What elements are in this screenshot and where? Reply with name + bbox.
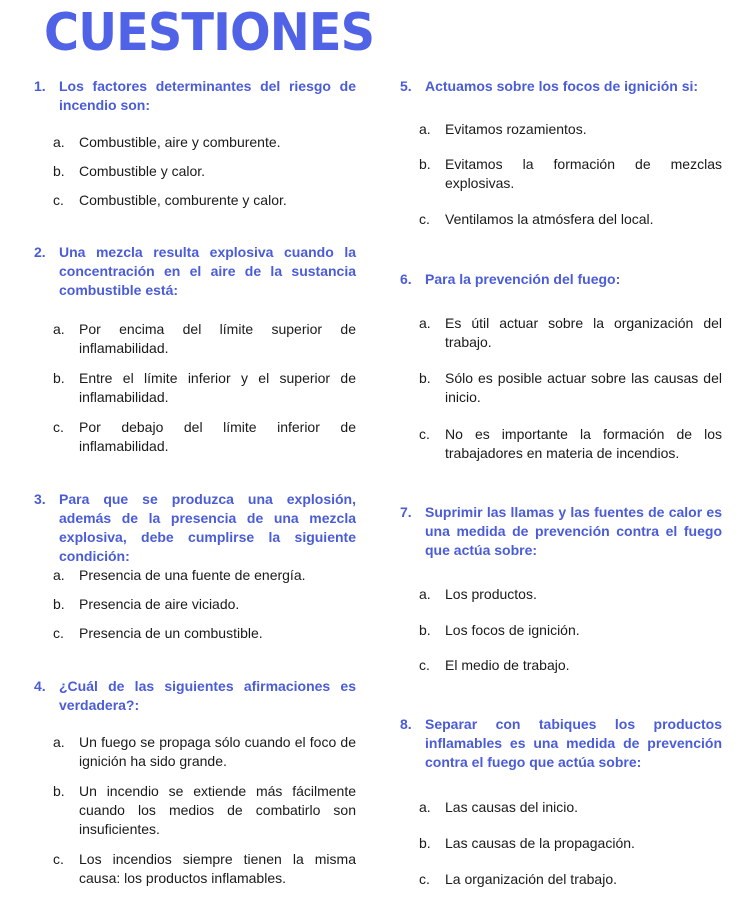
option-text: Combustible, aire y comburente. <box>79 134 281 150</box>
option-letter: a. <box>53 567 65 583</box>
option-letter: a. <box>53 321 65 337</box>
option-2a[interactable] <box>34 320 356 358</box>
option-1c[interactable] <box>34 191 356 210</box>
question-5 <box>400 77 722 96</box>
page-title: CUESTIONES <box>44 3 375 63</box>
option-text: Presencia de una fuente de energía. <box>79 567 306 583</box>
question-number: 2. <box>34 244 46 260</box>
option-letter: c. <box>53 851 64 867</box>
option-4c[interactable] <box>34 850 356 888</box>
option-letter: b. <box>419 156 431 172</box>
option-text: Por debajo del límite inferior de inflamabilidad. <box>79 419 356 454</box>
option-text: Por encima del límite superior de inflamabilidad. <box>79 321 356 356</box>
option-1b[interactable] <box>34 162 356 181</box>
question-number: 4. <box>34 678 46 694</box>
question-8 <box>400 715 722 772</box>
option-letter: b. <box>53 596 65 612</box>
option-text: Los productos. <box>445 586 537 602</box>
option-1a[interactable] <box>34 133 356 152</box>
option-6a[interactable] <box>400 314 722 352</box>
option-8c[interactable] <box>400 870 722 889</box>
option-7a[interactable] <box>400 585 722 604</box>
question-text: Separar con tabiques los productos inflamables es una medida de prevención contra el fuego que actúa sobre: <box>425 716 722 770</box>
option-text: Presencia de aire viciado. <box>79 596 240 612</box>
option-letter: a. <box>53 134 65 150</box>
option-letter: b. <box>419 835 431 851</box>
option-text: No es importante la formación de los trabajadores en materia de incendios. <box>445 426 722 461</box>
option-text: La organización del trabajo. <box>445 871 618 887</box>
option-6c[interactable] <box>400 425 722 463</box>
question-number: 6. <box>400 271 412 287</box>
question-text: ¿Cuál de las siguientes afirmaciones es verdadera?: <box>59 678 356 713</box>
option-text: Ventilamos la atmósfera del local. <box>445 211 654 227</box>
question-3 <box>34 490 356 566</box>
option-4a[interactable] <box>34 733 356 771</box>
option-text: Evitamos rozamientos. <box>445 121 587 137</box>
option-letter: a. <box>419 799 431 815</box>
option-5a[interactable] <box>400 120 722 139</box>
option-3a[interactable] <box>34 566 356 585</box>
option-5c[interactable] <box>400 210 722 229</box>
option-8a[interactable] <box>400 798 722 817</box>
option-letter: c. <box>53 192 64 208</box>
option-2c[interactable] <box>34 418 356 456</box>
option-4b[interactable] <box>34 782 356 839</box>
option-text: Un fuego se propaga sólo cuando el foco de ignición ha sido grande. <box>79 734 356 769</box>
option-letter: a. <box>419 315 431 331</box>
option-text: Un incendio se extiende más fácilmente cuando los medios de combatirlo son insuficientes. <box>79 783 356 837</box>
option-text: Combustible, comburente y calor. <box>79 192 287 208</box>
option-text: Combustible y calor. <box>79 163 206 179</box>
option-text: Evitamos la formación de mezclas explosivas. <box>445 156 722 191</box>
option-letter: b. <box>53 370 65 386</box>
question-text: Actuamos sobre los focos de ignición si: <box>425 78 699 94</box>
option-letter: c. <box>419 426 430 442</box>
question-text: Para que se produzca una explosión, además de la presencia de una mezcla explosiva, debe cumplirse la siguiente condición: <box>59 491 356 564</box>
question-1 <box>34 77 356 115</box>
option-3c[interactable] <box>34 624 356 643</box>
option-letter: b. <box>419 622 431 638</box>
question-4 <box>34 677 356 715</box>
option-letter: b. <box>419 370 431 386</box>
option-text: Los focos de ignición. <box>445 622 580 638</box>
option-letter: b. <box>53 163 65 179</box>
option-text: Presencia de un combustible. <box>79 625 263 641</box>
option-letter: b. <box>53 783 65 799</box>
option-8b[interactable] <box>400 834 722 853</box>
option-2b[interactable] <box>34 369 356 407</box>
option-3b[interactable] <box>34 595 356 614</box>
option-letter: a. <box>53 734 65 750</box>
option-letter: c. <box>419 211 430 227</box>
question-7 <box>400 503 722 560</box>
option-letter: c. <box>53 419 64 435</box>
option-text: Los incendios siempre tienen la misma causa: los productos inflamables. <box>79 851 356 886</box>
option-letter: c. <box>419 871 430 887</box>
option-6b[interactable] <box>400 369 722 407</box>
option-5b[interactable] <box>400 155 722 193</box>
question-2 <box>34 243 356 300</box>
option-letter: c. <box>419 657 430 673</box>
option-letter: c. <box>53 625 64 641</box>
option-text: El medio de trabajo. <box>445 657 570 673</box>
option-letter: a. <box>419 121 431 137</box>
question-number: 7. <box>400 504 412 520</box>
question-number: 1. <box>34 78 46 94</box>
option-text: Sólo es posible actuar sobre las causas del inicio. <box>445 370 722 405</box>
question-text: Para la prevención del fuego: <box>425 271 621 287</box>
option-letter: a. <box>419 586 431 602</box>
question-number: 8. <box>400 716 412 732</box>
option-text: Las causas de la propagación. <box>445 835 635 851</box>
question-text: Los factores determinantes del riesgo de incendio son: <box>59 78 356 113</box>
option-text: Entre el límite inferior y el superior de inflamabilidad. <box>79 370 356 405</box>
option-text: Las causas del inicio. <box>445 799 579 815</box>
question-text: Suprimir las llamas y las fuentes de calor es una medida de prevención contra el fuego que actúa sobre: <box>425 504 722 558</box>
question-text: Una mezcla resulta explosiva cuando la concentración en el aire de la sustancia combustible está: <box>59 244 356 298</box>
option-7b[interactable] <box>400 621 722 640</box>
question-6 <box>400 270 722 289</box>
question-number: 5. <box>400 78 412 94</box>
question-number: 3. <box>34 491 46 507</box>
option-text: Es útil actuar sobre la organización del trabajo. <box>445 315 722 350</box>
option-7c[interactable] <box>400 656 722 675</box>
